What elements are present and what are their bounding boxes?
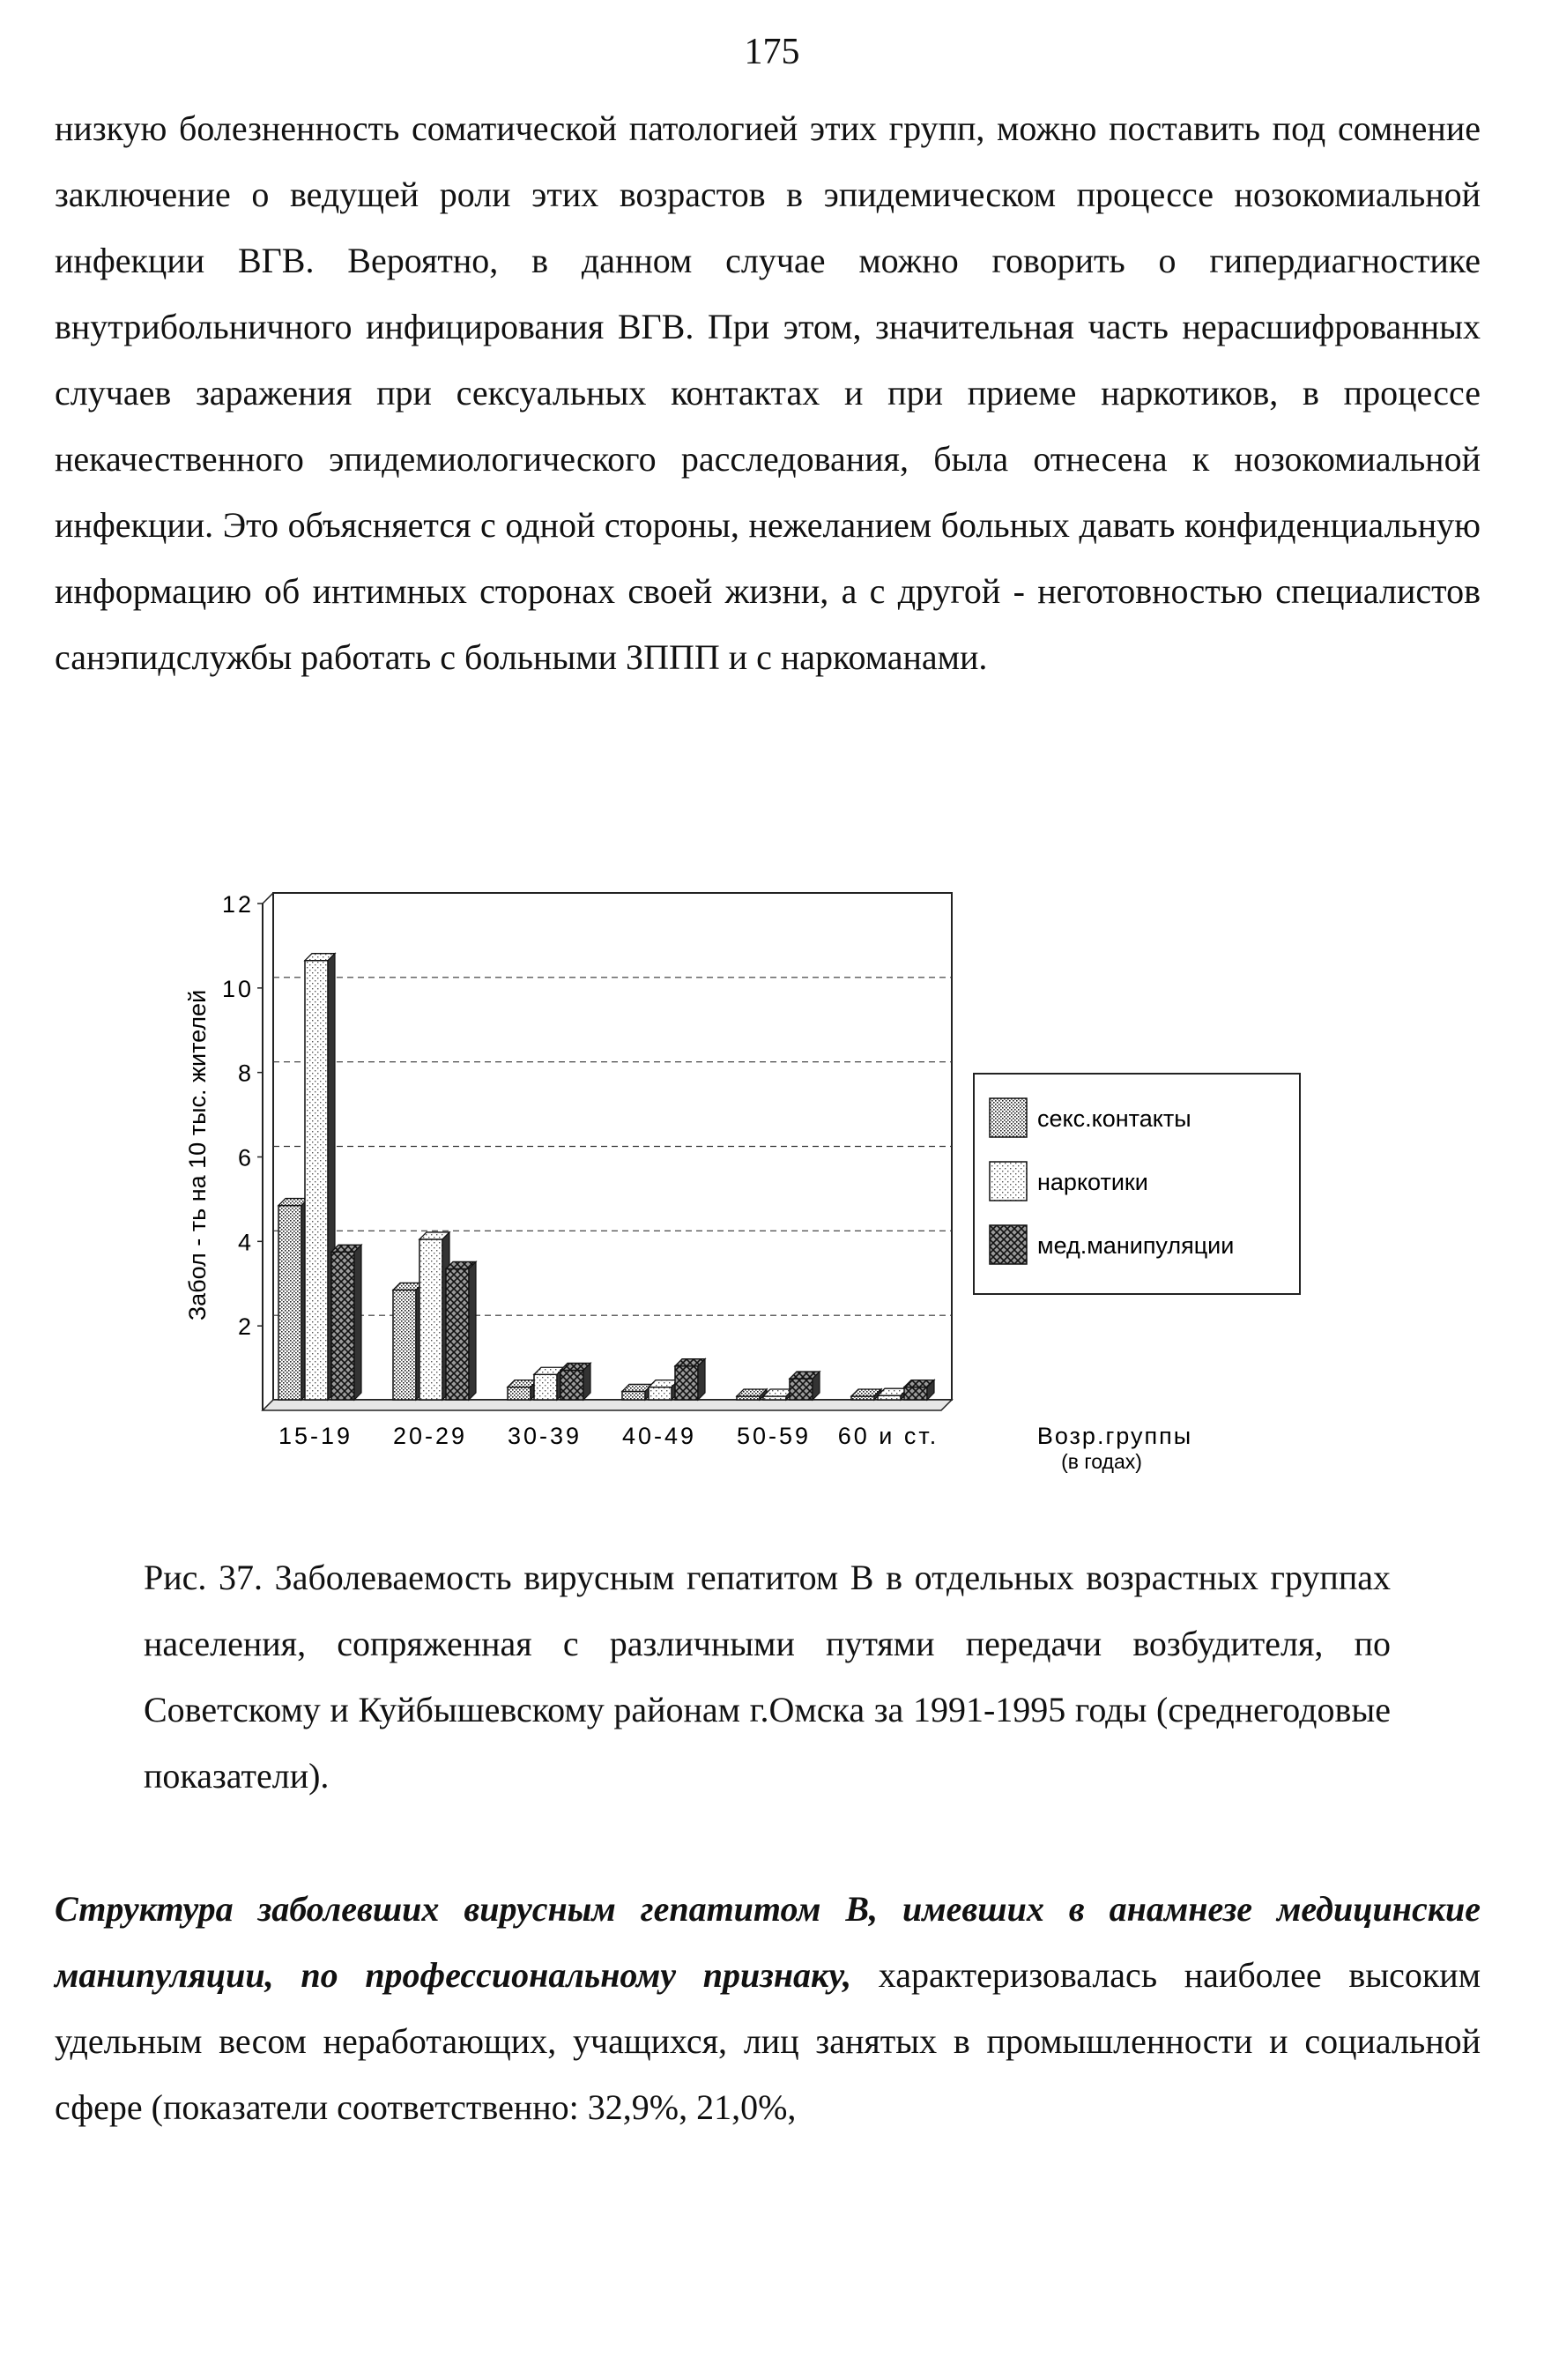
bar — [534, 1374, 557, 1400]
body-text — [55, 95, 1481, 690]
bar — [560, 1370, 583, 1400]
x-tick-label: 20-29 — [392, 1423, 468, 1449]
y-tick-label: 2 — [237, 1313, 254, 1341]
bar-side — [354, 1245, 361, 1400]
bar — [278, 1206, 301, 1400]
body-paragraph: низкую болезненность соматической патологией этих групп, можно поставить под сомнение заключение о ведущей роли этих возрастов в эпидемическом процессе нозокомиальной инфекции ВГВ. Вероятно, в данном случае можно говорить о гипердиагностике внутрибольничного инфицирования ВГВ. При этом, значительная часть нерасшифрованных случаев заражения при сексуальных контактах и при приеме наркотиков, в процессе некачественного эпидемиологического расследования, была отнесена к нозокомиальной инфекции. Это объясняется с одной стороны, нежеланием больных давать конфиденциальную информацию об интимных сторонах своей жизни, а с другой - неготовностью специалистов санэпидслужбы работать с больными ЗППП и с наркоманами. — [55, 108, 1481, 677]
figure-caption-text: Рис. 37. Заболеваемость вирусным гепатитом В в отдельных возрастных группах населения, сопряженная с различными путями передачи возбудителя, по Советскому и Куйбышевскому районам г.Омска за 1991-1995 годы (среднегодовые показатели). — [144, 1558, 1391, 1796]
bar-side — [583, 1363, 590, 1400]
incidence-chart — [172, 880, 1318, 1501]
x-tick-label: 30-39 — [507, 1423, 583, 1449]
legend-swatch — [990, 1225, 1027, 1264]
bar — [622, 1391, 645, 1400]
legend-label: секс.контакты — [1037, 1105, 1191, 1132]
bar — [878, 1395, 901, 1400]
legend-label: наркотики — [1037, 1169, 1148, 1195]
legend-label: мед.манипуляции — [1037, 1232, 1235, 1259]
legend-swatch — [990, 1162, 1027, 1201]
bar — [675, 1366, 698, 1400]
section-body-text: характеризовалась наиболее высоким удельным весом неработающих, учащихся, лиц занятых в промышленности и социальной сфере (показатели соответственно: 32,9%, 21,0%, — [55, 1955, 1481, 2127]
x-axis-label: Возр.группы — [1036, 1423, 1193, 1449]
bar — [446, 1268, 469, 1400]
y-axis-label: Забол - ть на 10 тыс. жителей — [184, 989, 211, 1321]
figure-caption — [144, 1544, 1391, 1809]
y-tick-label: 10 — [221, 975, 254, 1002]
x-tick-label: 60 и ст. — [837, 1423, 939, 1449]
y-tick-label: 8 — [237, 1060, 254, 1087]
y-tick-label: 4 — [237, 1229, 254, 1256]
x-tick-label: 40-49 — [621, 1423, 697, 1449]
page-number: 175 — [744, 32, 800, 72]
bar — [904, 1387, 927, 1400]
bar — [419, 1239, 442, 1400]
plot-floor — [263, 1400, 952, 1410]
incidence-chart-svg — [172, 880, 1318, 1497]
bar-side — [698, 1359, 705, 1400]
bar — [508, 1387, 531, 1400]
y-tick-label: 12 — [221, 891, 254, 918]
section-text — [55, 1876, 1481, 2140]
bar — [790, 1379, 813, 1400]
x-tick-label: 15-19 — [278, 1423, 353, 1449]
x-axis-units: (в годах) — [1061, 1450, 1142, 1473]
section-paragraph — [55, 1876, 1481, 2140]
y-tick-label: 6 — [237, 1144, 254, 1171]
legend-swatch — [990, 1098, 1027, 1137]
x-tick-label: 50-59 — [736, 1423, 812, 1449]
section-italic-lead: Структура заболевших вирусным гепатитом В, имевших в анамнезе медицинские манипуляции, по профессиональному признаку, — [55, 1889, 1481, 1995]
bar — [393, 1290, 416, 1400]
bar-side — [469, 1261, 476, 1400]
bar — [649, 1387, 672, 1400]
y-axis-depth-line — [263, 893, 273, 904]
bar — [331, 1252, 354, 1400]
bar — [305, 961, 328, 1400]
